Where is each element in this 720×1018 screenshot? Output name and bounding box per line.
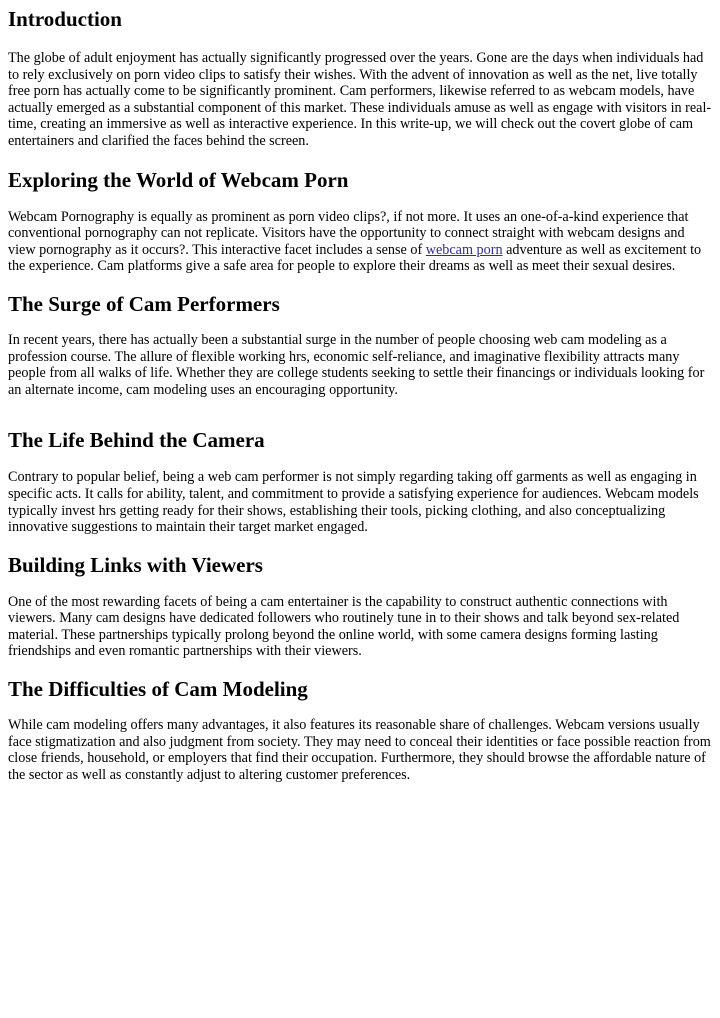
section-paragraph: While cam modeling offers many advantages, it also features its reasonable share of challenges. Webcam versions usually face stigmatization and also judgment from society. They may need to conceal their identities or face possible reaction from close friends, household, or employers that find their occupation. Furthermore, they should browse the affordable nature of the sector as well as constantly adjust to altering customer preferences. bbox=[8, 717, 711, 783]
section-paragraph bbox=[8, 209, 714, 275]
section-paragraph: The globe of adult enjoyment has actually significantly progressed over the years. Gone are the days when individuals had to rely exclusively on porn video clips to satisfy their wishes. With the advent of innovation as well as the net, live totally free porn has actually come to be significantly prominent. Cam performers, likewise referred to as webcam models, have actually emerged as a substantial component of this market. These individuals amuse as well as engage with visitors in real-time, creating an immersive as well as interactive experience. In this write-up, we will check out the covert globe of cam entertainers and clarified the faces behind the screen. bbox=[8, 50, 712, 149]
section-introduction bbox=[8, 0, 714, 150]
section-building-links bbox=[8, 553, 714, 660]
section-paragraph: One of the most rewarding facets of being a cam entertainer is the capability to construct authentic connections with viewers. Many cam designs have dedicated followers who routinely tune in to their shows and talk beyond sex-related material. These partnerships typically prolong beyond the online world, with some camera designs forming lasting friendships and even romantic partnerships with their viewers. bbox=[8, 593, 680, 660]
section-paragraph: Contrary to popular belief, being a web cam performer is not simply regarding taking off garments as well as engaging in specific acts. It calls for ability, talent, and commitment to provide a satisfying experience for audiences. Webcam models typically invest hrs getting ready for their shows, establishing their tools, picking clothing, and also conceptualizing innovative suggestions to maintain their target market engaged. bbox=[8, 469, 699, 536]
section-exploring-webcam bbox=[8, 168, 714, 275]
section-heading: Building Links with Viewers bbox=[8, 552, 263, 577]
section-heading: The Surge of Cam Performers bbox=[8, 291, 280, 316]
paragraph-text: Webcam Pornography is equally as prominent as porn video clips?, if not more. It uses an one-of-a-kind experience that conventional pornography can not replicate. Visitors have the opportunity to connect straight with webcam designs and view pornography as it occurs?. This interactive facet includes a sense of bbox=[8, 208, 689, 258]
section-life-behind-camera bbox=[8, 428, 714, 535]
section-heading: The Life Behind the Camera bbox=[8, 428, 265, 453]
section-difficulties bbox=[8, 677, 714, 783]
section-heading: Introduction bbox=[8, 7, 122, 31]
webcam-porn-link[interactable]: webcam porn bbox=[425, 241, 503, 258]
section-paragraph: In recent years, there has actually been a substantial surge in the number of people choosing web cam modeling as a profession course. The allure of flexible working hrs, economic self-reliance, and imaginative flexibility attracts many people from all walks of life. Whether they are college students seeking to settle their financings or individuals looking for an alternate income, cam modeling uses an encouraging opportunity. bbox=[8, 331, 705, 398]
section-surge-performers bbox=[8, 292, 714, 398]
paragraph-text: adventure as well as excitement to the experience. Cam platforms give a safe area for people to explore their dreams as well as meet their sexual desires. bbox=[8, 241, 702, 275]
section-heading: Exploring the World of Webcam Porn bbox=[8, 167, 349, 192]
section-heading: The Difficulties of Cam Modeling bbox=[8, 677, 308, 702]
